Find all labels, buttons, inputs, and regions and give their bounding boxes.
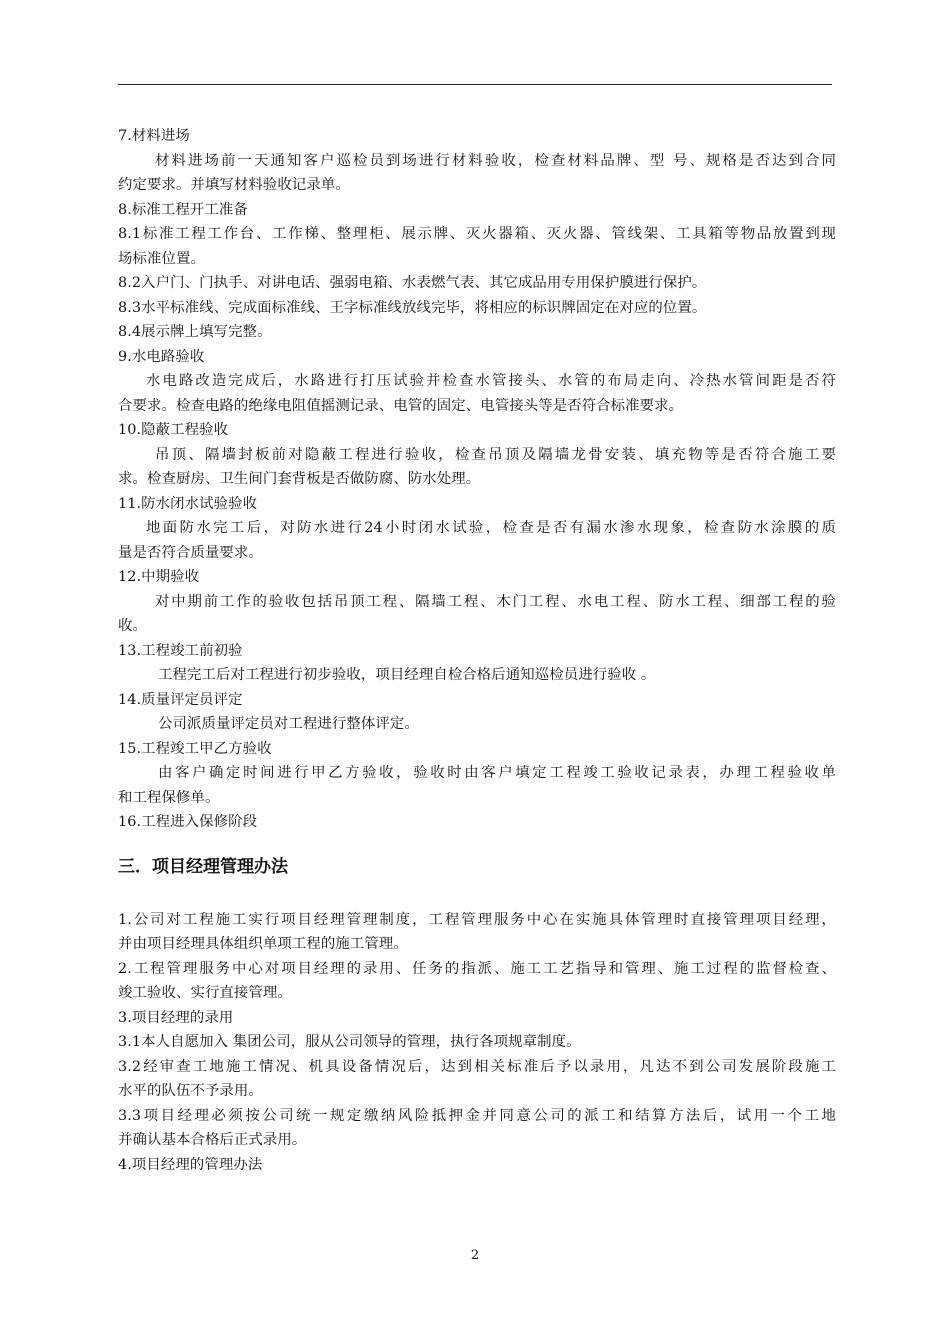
heading-15: 15.工程竣工甲乙方验收 [118,740,272,757]
heading-12: 12.中期验收 [118,569,200,585]
heading-14: 14.质量评定员评定 [118,691,243,708]
heading-10: 10.隐蔽工程验收 [118,422,229,438]
paragraph-line: 8.1标准工程工作台、工作梯、整理柜、展示牌、灭火器箱、灭火器、管线架、工具箱等物品放置到现 [118,226,836,242]
paragraph-line: 3.2经审查工地施工情况、机具设备情况后，达到相关标准后予以录用，凡达不到公司发展阶段施工 [118,1058,836,1075]
document-body [118,124,836,1177]
heading-9: 9.水电路验收 [118,348,205,365]
header-rule [118,84,832,85]
heading-7: 7.材料进场 [118,128,190,144]
paragraph-line: 3.3项目经理必须按公司统一规定缴纳风险抵押金并同意公司的派工和结算方法后，试用一个工地 [118,1107,836,1124]
paragraph-line: 水电路改造完成后，水路进行打压试验并检查水管接头、水管的布局走向、冷热水管间距是否符 [146,373,836,389]
paragraph-line: 工程完工后对工程进行初步验收，项目经理自检合格后通知巡检员进行验收 。 [158,667,656,683]
heading-16: 16.工程进入保修阶段 [118,814,258,830]
paragraph-line: 水平的队伍不予录用。 [118,1083,263,1099]
paragraph-line: 求。检查厨房、卫生间门套背板是否做防腐、防水处理。 [118,471,481,487]
heading-3: 3.项目经理的录用 [118,1009,234,1026]
paragraph-line: 2.工程管理服务中心对项目经理的录用、任务的指派、施工工艺指导和管理、施工过程的监督检查、 [118,960,836,977]
paragraph-line: 约定要求。并填写材料验收记录单。 [118,177,350,193]
paragraph-line: 并由项目经理具体组织单项工程的施工管理。 [118,936,408,952]
paragraph-line: 地面防水完工后，对防水进行24小时闭水试验，检查是否有漏水渗水现象，检查防水涂膜的质 [146,520,836,536]
heading-11: 11.防水闭水试验验收 [118,495,258,512]
paragraph-line: 和工程保修单。 [118,789,220,806]
paragraph-line: 竣工验收、实行直接管理。 [118,985,292,1001]
paragraph-line: 并确认基本合格后正式录用。 [118,1132,307,1148]
paragraph-line: 量是否符合质量要求。 [118,544,263,561]
paragraph-line: 1.公司对工程施工实行项目经理管理制度，工程管理服务中心在实施具体管理时直接管理项目经理， [118,911,836,928]
paragraph-line: 材料进场前一天通知客户巡检员到场进行材料验收，检查材料品牌、型 号、规格是否达到合同 [155,152,836,169]
page-number: 2 [470,1248,480,1263]
paragraph-line: 收。 [118,618,147,634]
paragraph-line: 场标准位置。 [118,250,205,267]
paragraph-line: 8.4展示牌上填写完整。 [118,324,272,340]
section-title: 三．项目经理管理办法 [118,856,288,877]
paragraph-line: 公司派质量评定员对工程进行整体评定。 [158,716,419,732]
heading-8: 8.标准工程开工准备 [118,201,248,218]
heading-13: 13.工程竣工前初验 [118,642,243,659]
heading-4: 4.项目经理的管理办法 [118,1156,263,1173]
paragraph-line: 由客户确定时间进行甲乙方验收，验收时由客户填定工程竣工验收记录表，办理工程验收单 [158,765,836,781]
paragraph-line: 吊顶、隔墙封板前对隐蔽工程进行验收，检查吊顶及隔墙龙骨安装、填充物等是否符合施工要 [155,446,836,463]
paragraph-line: 8.3水平标准线、完成面标准线、王字标准线放线完毕，将相应的标识牌固定在对应的位置。 [118,299,707,316]
paragraph-line: 对中期前工作的验收包括吊顶工程、隔墙工程、木门工程、水电工程、防水工程、细部工程的验 [155,593,836,610]
paragraph-line: 3.1本人自愿加入 集团公司，服从公司领导的管理，执行各项规章制度。 [118,1034,581,1050]
paragraph-line: 8.2入户门、门执手、对讲电话、强弱电箱、水表燃气表、其它成品用专用保护膜进行保护。 [118,275,707,291]
paragraph-line: 合要求。检查电路的绝缘电阻值摇测记录、电管的固定、电管接头等是否符合标准要求。 [118,397,684,414]
